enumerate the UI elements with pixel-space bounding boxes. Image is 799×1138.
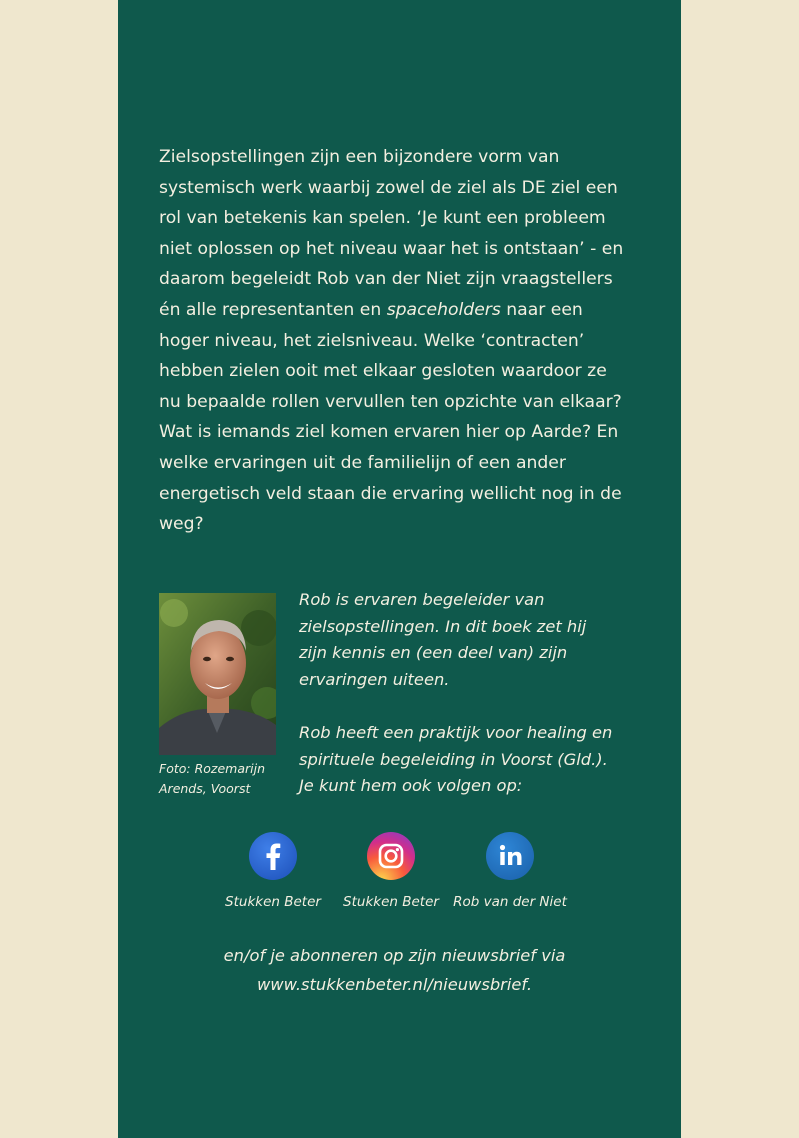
- bio-paragraph-1: Rob is ervaren begeleider van zielsopstellingen. In dit boek zet hij zijn kennis en (een deel van) zijn ervaringen uiteen.: [299, 590, 587, 689]
- instagram-icon[interactable]: [367, 832, 415, 880]
- facebook-label: Stukken Beter: [225, 894, 321, 910]
- newsletter-info: [118, 941, 671, 999]
- photo-caption-line1: Foto: Rozemarijn: [159, 761, 265, 776]
- social-linkedin[interactable]: [445, 832, 575, 911]
- intro-part2: naar een hoger niveau, het zielsniveau. Welke ‘contracten’ hebben zielen ooit met elkaar gesloten waardoor ze nu bepaalde rollen vervullen ten opzichte van elkaar? Wat is iemands ziel komen ervaren hier op Aarde? En welke ervaringen uit de familielijn of een ander energetisch veld staan die ervaring wellicht nog in de weg?: [159, 299, 622, 535]
- author-portrait-image: [159, 593, 276, 755]
- photo-caption: [159, 759, 289, 799]
- bio-paragraph-2: Rob heeft een praktijk voor healing en spirituele begeleiding in Voorst (Gld.). Je kunt hem ook volgen op:: [299, 722, 613, 796]
- newsletter-line1: en/of je abonneren op zijn nieuwsbrief via: [223, 946, 566, 965]
- author-bio: [299, 587, 619, 800]
- intro-text: [159, 142, 629, 540]
- instagram-label: Stukken Beter: [343, 894, 439, 910]
- intro-part1: Zielsopstellingen zijn een bijzondere vorm van systemisch werk waarbij zowel de ziel als DE ziel een rol van betekenis kan spelen. ‘Je kunt een probleem niet oplossen op het niveau waar het is ontstaan’ - en daarom begeleidt Rob van der Niet zijn vraagstellers én alle representanten en: [159, 147, 624, 320]
- linkedin-icon[interactable]: [486, 832, 534, 880]
- intro-emphasis: spaceholders: [386, 299, 501, 320]
- social-instagram[interactable]: [326, 832, 456, 911]
- linkedin-label: Rob van der Niet: [453, 894, 567, 910]
- author-photo: [159, 593, 276, 755]
- social-facebook[interactable]: [208, 832, 338, 911]
- newsletter-link[interactable]: www.stukkenbeter.nl/nieuwsbrief.: [256, 975, 533, 994]
- facebook-icon[interactable]: [249, 832, 297, 880]
- photo-caption-line2: Arends, Voorst: [159, 781, 251, 796]
